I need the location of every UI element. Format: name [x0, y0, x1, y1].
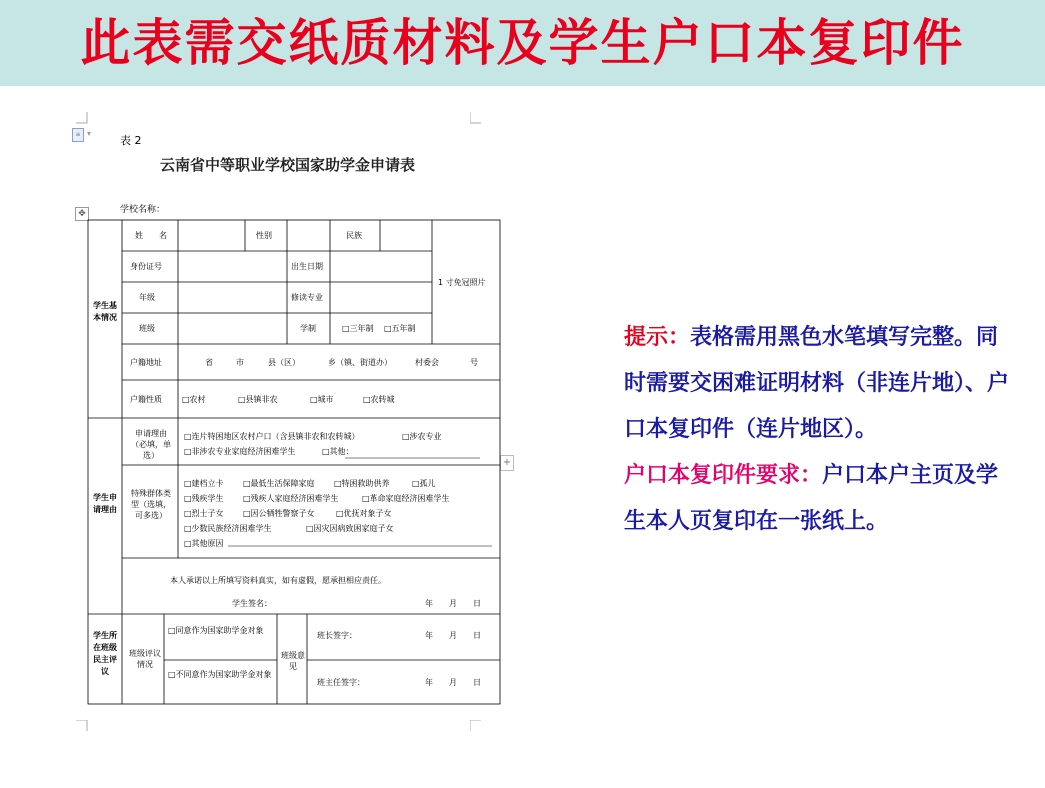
- section-basic-label: 学生基本情况: [93, 301, 117, 322]
- banner-title: 此表需交纸质材料及学生户口本复印件: [80, 14, 965, 72]
- corner-mark: [76, 720, 88, 732]
- gender-label: 性别: [256, 231, 272, 240]
- corner-mark: [470, 112, 482, 124]
- add-row-icon[interactable]: +: [500, 455, 514, 471]
- addr-city: 市: [236, 358, 244, 367]
- major-label: 修读专业: [291, 293, 323, 302]
- agri-transfer-checkbox[interactable]: □农转城: [363, 395, 395, 404]
- special-option[interactable]: □特困救助供养: [334, 479, 390, 488]
- special-option[interactable]: □残疾人家庭经济困难学生: [243, 494, 339, 503]
- rural-checkbox[interactable]: □农村: [182, 395, 206, 404]
- three-year-checkbox[interactable]: □三年制: [342, 324, 374, 333]
- hukou-type-label: 户籍性质: [130, 395, 162, 404]
- promise-text: 本人承诺以上所填写资料真实，如有虚假，愿承担相应责任。: [170, 576, 386, 585]
- disagree-checkbox[interactable]: □不同意作为国家助学金对象: [168, 670, 272, 679]
- special-option[interactable]: □其他原因: [184, 539, 224, 548]
- agree-checkbox[interactable]: □同意作为国家助学金对象: [168, 626, 264, 635]
- document-icon[interactable]: ≡: [72, 128, 84, 142]
- student-sign-date: 年 月 日: [425, 599, 481, 608]
- hint-requirement-prefix: 户口本复印件要求：: [624, 463, 823, 488]
- special-group-label: 特殊群体类型（选填，可多选）: [131, 489, 171, 520]
- banner: [0, 0, 1045, 86]
- corner-mark: [470, 720, 482, 732]
- reason-option-other[interactable]: □其他：: [322, 447, 354, 456]
- special-option[interactable]: □建档立卡: [184, 479, 224, 488]
- addr-county: 县（区）: [268, 358, 300, 367]
- hint-text-block: [624, 315, 1014, 545]
- addr-number: 号: [470, 358, 478, 367]
- student-sign-label: 学生签名：: [232, 599, 272, 608]
- section-reason-label: 学生申请理由: [93, 493, 117, 514]
- ethnicity-label: 民族: [346, 231, 362, 240]
- photo-label: 1 寸免冠照片: [438, 278, 486, 287]
- special-option[interactable]: □孤儿: [412, 479, 436, 488]
- grade-label: 年级: [139, 293, 155, 302]
- id-number-label: 身份证号: [130, 262, 162, 271]
- class-eval-label: 班级评议情况: [129, 649, 161, 669]
- class-label: 班级: [139, 324, 155, 333]
- chevron-down-icon[interactable]: ▾: [87, 129, 92, 138]
- section-review-label: 学生所在班级民主评议: [93, 631, 117, 676]
- special-option[interactable]: □残疾学生: [184, 494, 224, 503]
- special-option[interactable]: □因灾因病致困家庭子女: [306, 524, 394, 533]
- form-document: [60, 110, 520, 750]
- addr-town: 乡（镇、街道办）: [328, 358, 392, 367]
- hint-requirement-body: 户口本户主页及学生本人页复印在一张纸上。: [624, 463, 999, 534]
- birth-date-label: 出生日期: [291, 262, 323, 271]
- table-move-handle-icon[interactable]: ✥: [75, 207, 89, 221]
- class-opinion-label: 班级意见: [281, 651, 305, 671]
- special-option[interactable]: □因公牺牲警察子女: [243, 509, 315, 518]
- county-nonfarm-checkbox[interactable]: □县镇非农: [238, 395, 278, 404]
- five-year-checkbox[interactable]: □五年制: [384, 324, 416, 333]
- reason-option-agri-major[interactable]: □涉农专业: [402, 432, 442, 441]
- table-label: 表 2: [120, 134, 142, 147]
- special-option[interactable]: □革命家庭经济困难学生: [362, 494, 450, 503]
- hint-prefix: 提示：: [624, 325, 691, 350]
- special-option[interactable]: □少数民族经济困难学生: [184, 524, 272, 533]
- hint-body: 表格需用黑色水笔填写完整。同时需要交困难证明材料（非连片地）、户口本复印件（连片地区）。: [624, 325, 1010, 442]
- special-option[interactable]: □优抚对象子女: [336, 509, 392, 518]
- addr-province: 省: [205, 358, 213, 367]
- school-name-label: 学校名称：: [120, 205, 166, 215]
- name-label: 姓 名: [135, 231, 167, 240]
- teacher-sign-label: 班主任签字：: [317, 678, 365, 687]
- form-title: 云南省中等职业学校国家助学金申请表: [159, 156, 415, 174]
- corner-mark: [76, 112, 88, 124]
- teacher-sign-date: 年 月 日: [425, 678, 481, 687]
- special-option[interactable]: □烈士子女: [184, 509, 224, 518]
- reason-option-contiguous-area[interactable]: □连片特困地区农村户口（含县镇非农和农转城）: [184, 432, 360, 441]
- hukou-address-label: 户籍地址: [130, 358, 162, 367]
- apply-reason-label: 申请理由（必填，单选）: [131, 429, 171, 460]
- reason-option-non-agri[interactable]: □非涉农专业家庭经济困难学生: [184, 447, 296, 456]
- special-option[interactable]: □最低生活保障家庭: [243, 479, 315, 488]
- city-checkbox[interactable]: □城市: [310, 395, 334, 404]
- monitor-sign-label: 班长签字：: [317, 631, 357, 640]
- addr-village: 村委会: [415, 358, 439, 367]
- monitor-sign-date: 年 月 日: [425, 631, 481, 640]
- schooling-label: 学制: [300, 324, 316, 333]
